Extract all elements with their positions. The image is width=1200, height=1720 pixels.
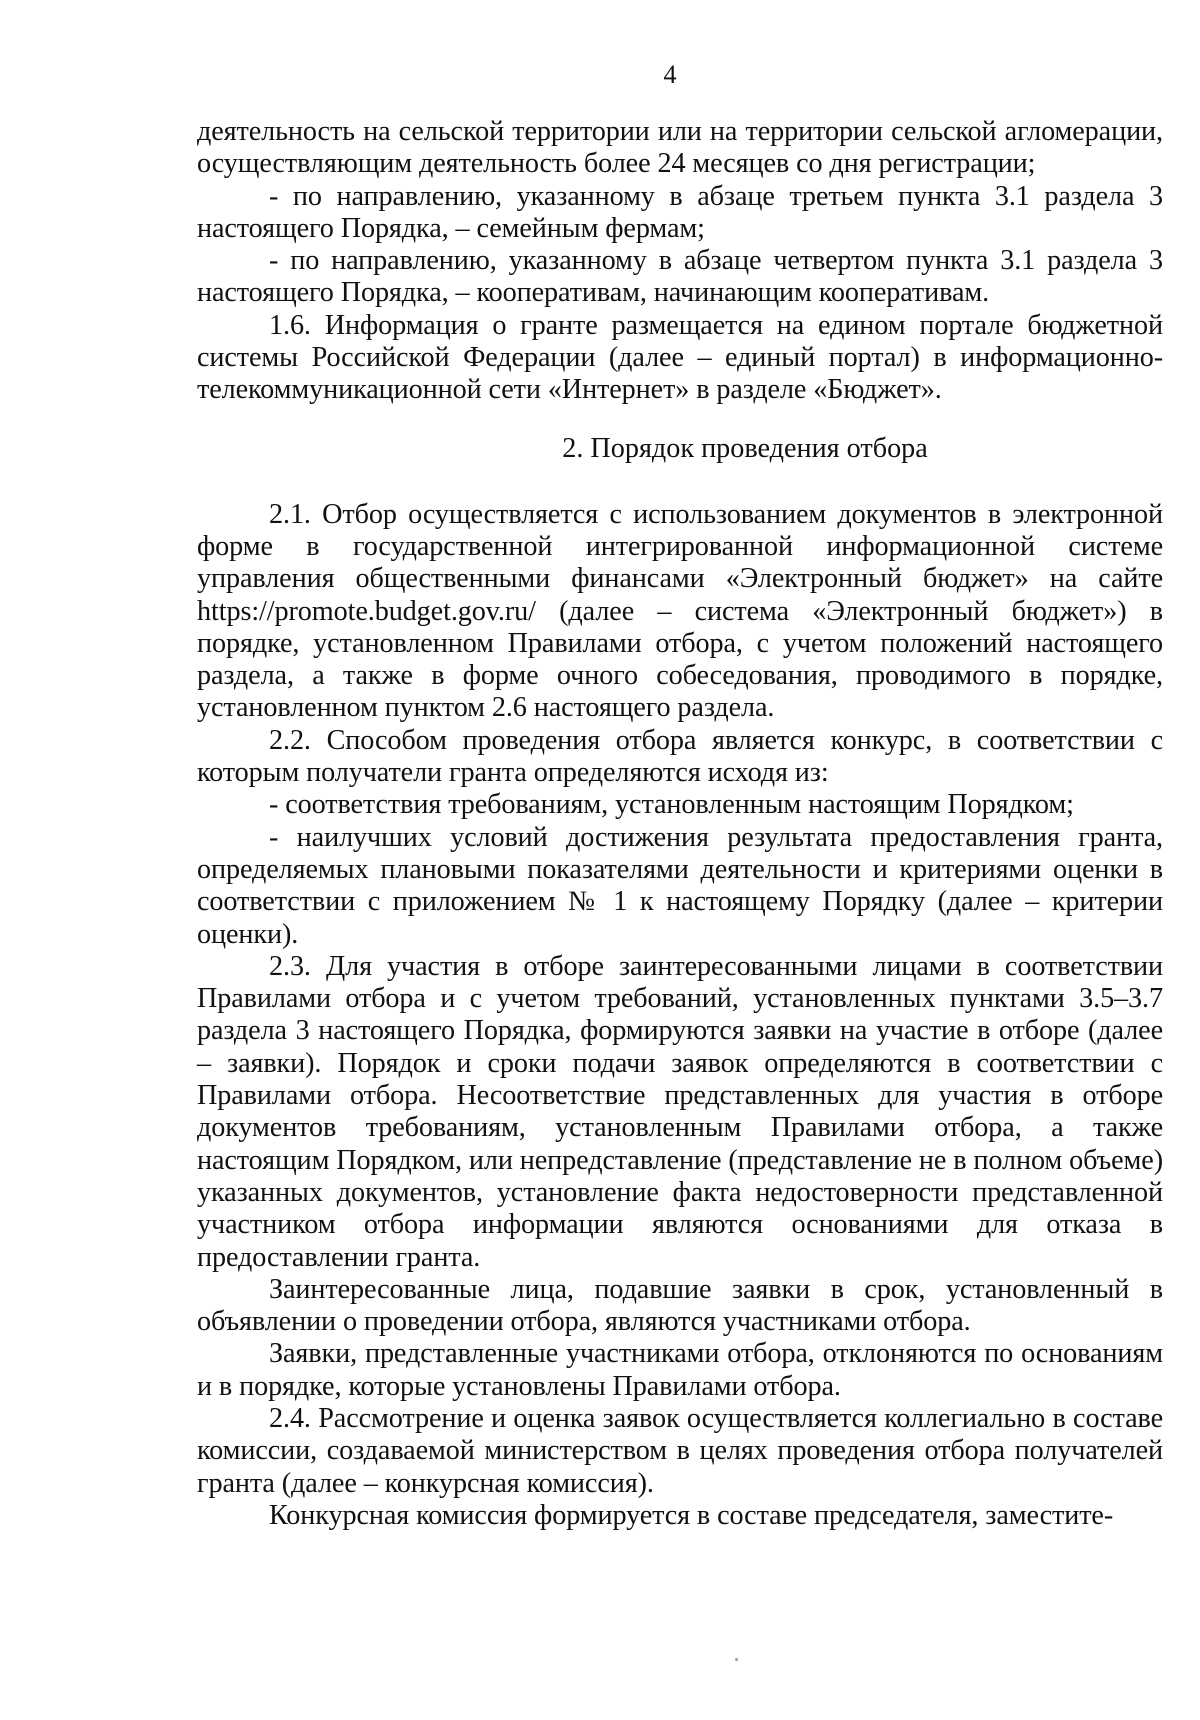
paragraph: 2.1. Отбор осуществляется с использованием документов в электронной форме в государственной интегрированной информационной системе управления общественными финансами «Электронный бюджет» на сайте https://promote.budget.gov.ru/ (далее – система «Электронный бюджет») в порядке, установленном Правилами отбора, с учетом положений настоящего раздела, а также в форме очного собеседования, проводимого в порядке, установленном пунктом 2.6 настоящего раздела. <box>197 498 1163 724</box>
paragraph: 2.4. Рассмотрение и оценка заявок осуществляется коллегиально в составе комиссии, создаваемой министерством в целях проведения отбора получателей гранта (далее – конкурсная комиссия). <box>197 1402 1163 1499</box>
paragraph: 2.3. Для участия в отборе заинтересованными лицами в соответствии Правилами отбора и с учетом требований, установленных пунктами 3.5–3.7 раздела 3 настоящего Порядка, формируются заявки на участие в отборе (далее – заявки). Порядок и сроки подачи заявок определяются в соответствии с Правилами отбора. Несоответствие представленных для участия в отборе документов требованиям, установленным Правилами отбора, а также настоящим Порядком, или непредставление (представление не в полном объеме) указанных документов, установление факта недостоверности представленной участником отбора информации являются основаниями для отказа в предоставлении гранта. <box>197 950 1163 1273</box>
page-number: 4 <box>663 60 677 89</box>
paragraph: - наилучших условий достижения результата предоставления гранта, определяемых плановыми показателями деятельности и критериями оценки в соответствии с приложением № 1 к настоящему Порядку (далее – критерии оценки). <box>197 821 1163 950</box>
document-body <box>197 116 1163 1532</box>
paragraph: деятельность на сельской территории или на территории сельской агломерации, осуществляющим деятельность более 24 месяцев со дня регистрации; <box>197 116 1163 180</box>
paragraph: 2.2. Способом проведения отбора является конкурс, в соответствии с которым получатели гранта определяются исходя из: <box>197 724 1163 789</box>
paragraph: - по направлению, указанному в абзаце третьем пункта 3.1 раздела 3 настоящего Порядка, – семейным фермам; <box>197 180 1163 244</box>
scan-speck <box>735 1658 738 1661</box>
section-heading: 2. Порядок проведения отбора <box>562 432 928 464</box>
paragraph: - по направлению, указанному в абзаце четвертом пункта 3.1 раздела 3 настоящего Порядка, – кооперативам, начинающим кооперативам. <box>197 245 1163 309</box>
paragraph: Заявки, представленные участниками отбора, отклоняются по основаниям и в порядке, которые установлены Правилами отбора. <box>197 1338 1163 1402</box>
paragraph: Конкурсная комиссия формируется в составе председателя, заместите- <box>269 1499 1114 1531</box>
paragraph: 1.6. Информация о гранте размещается на едином портале бюджетной системы Российской Федерации (далее – единый портал) в информационно-телекоммуникационной сети «Интернет» в разделе «Бюджет». <box>197 309 1163 406</box>
paragraph: - соответствия требованиям, установленным настоящим Порядком; <box>269 789 1074 821</box>
paragraph: Заинтересованные лица, подавшие заявки в срок, установленный в объявлении о проведении отбора, являются участниками отбора. <box>197 1273 1163 1338</box>
